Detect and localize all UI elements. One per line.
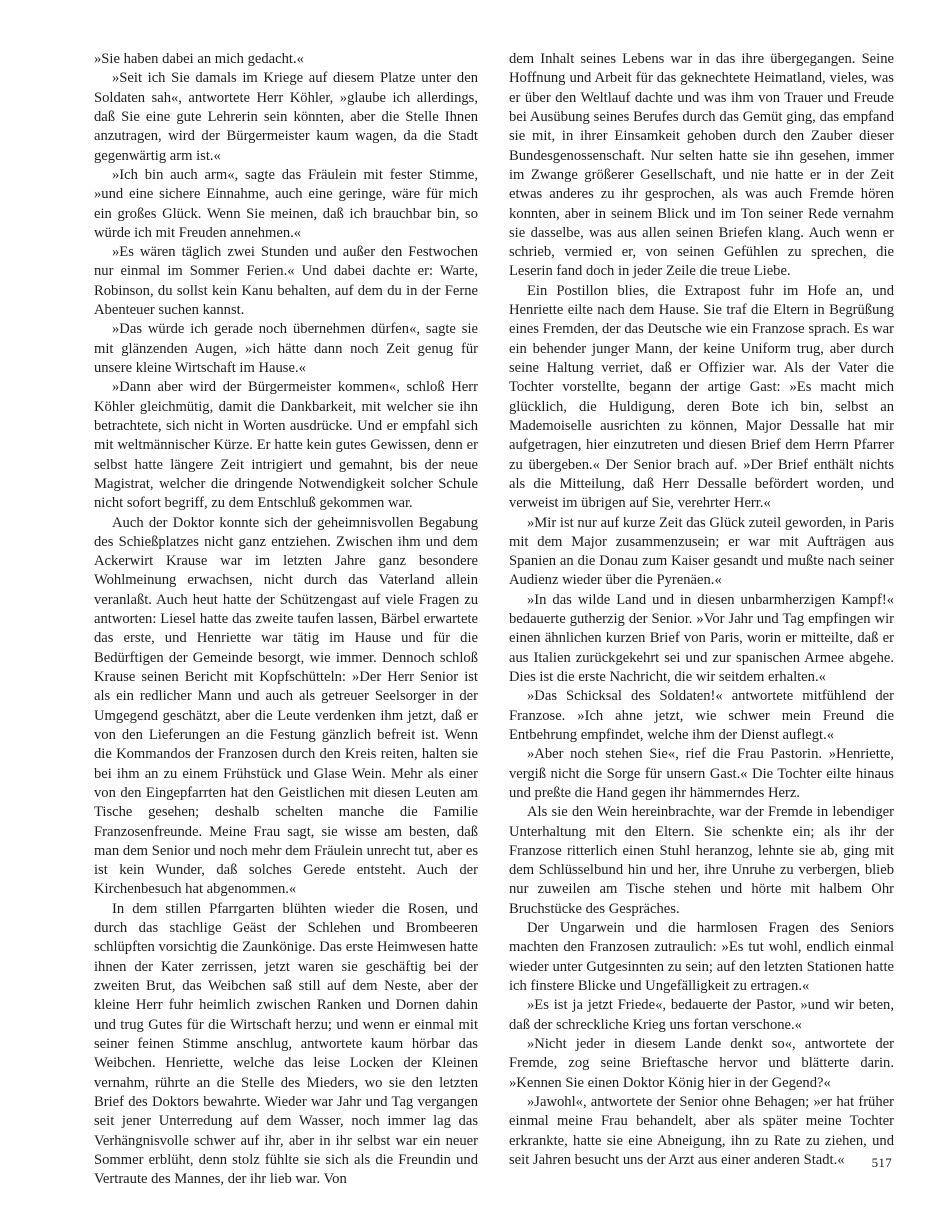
right-text-column <box>509 50 894 1170</box>
paragraph: Als sie den Wein hereinbrachte, war der Fremde in lebendiger Unterhaltung mit den Eltern. Sie schenkte ein; als ihr der Franzose ritterlich einen Stuhl heranzog, lehnte sie ab, ging mit dem Schlüsselbund hin und her, ihre Unruhe zu verbergen, blieb nur zuweilen am Tische stehen und hörte mit halbem Ohr Bruchstücke des Gespräches. <box>509 804 894 917</box>
paragraph: »Dann aber wird der Bürgermeister kommen«, schloß Herr Köhler gleichmütig, damit die Dankbarkeit, mit welcher sie ihn betrachtete, sich nicht in Worten ausdrücke. Und er empfahl sich mit weltmännischer Kürze. Er hatte kein gutes Gewissen, denn er selbst hatte längere Zeit intrigiert und gemahnt, bis der neue Magistrat, welcher die dringende Notwendigkeit solcher Schule nicht sofort begriff, zu dem Entschluß gekommen war. <box>94 379 478 512</box>
left-text-column <box>94 50 478 1189</box>
page-number: 517 <box>871 1155 892 1170</box>
paragraph: »Das würde ich gerade noch übernehmen dürfen«, sagte sie mit glänzenden Augen, »ich hätte dann noch Zeit genug für unsere kleine Wirtschaft im Hause.« <box>94 321 478 376</box>
paragraph: Der Ungarwein und die harmlosen Fragen des Seniors machten den Franzosen zutraulich: »Es tut wohl, endlich einmal wieder unter Gutgesinnten zu sein; auf den letzten Stationen hatte ich finstere Blicke und Ungefälligkeit zu ertragen.« <box>509 920 894 994</box>
paragraph: dem Inhalt seines Lebens war in das ihre übergegangen. Seine Hoffnung und Arbeit für das geknechtete Heimatland, vieles, was er über den Weltlauf dachte und was ihm von Trauer und Freude bei Ausübung seines Berufes durch das Gemüt ging, das empfand sie mit, in ihrer Einsamkeit gehoben durch den Zauber dieser Bundesgenossenschaft. Nur selten hatte sie ihn gesehen, immer im Zwange größerer Gesellschaft, und nie hatte er in der Zeit etwas anderes zu ihr gesprochen, als was auch Fremde hören konnten, aber in seinem Blick und im Ton seiner Rede vernahm sie dasselbe, was aus allen seinen Briefen klang. Auch wenn er schrieb, vermied er, von seinen Gefühlen zu sprechen, die Leserin fand doch in jeder Zeile die treue Liebe. <box>509 51 894 280</box>
paragraph: »Ich bin auch arm«, sagte das Fräulein mit fester Stimme, »und eine sichere Einnahme, auch eine geringe, wäre für mich ein großes Glück. Wenn Sie meinen, daß ich brauchbar bin, so würde ich mit Freuden annehmen.« <box>94 166 478 241</box>
paragraph: »Aber noch stehen Sie«, rief die Frau Pastorin. »Henriette, vergiß nicht die Sorge für unsern Gast.« Die Tochter eilte hinaus und preßte die Hand gegen ihr hämmerndes Herz. <box>509 746 894 801</box>
paragraph: »Nicht jeder in diesem Lande denkt so«, antwortete der Fremde, zog seine Brieftasche hervor und blätterte darin. »Kennen Sie einen Doktor König hier in der Gegend?« <box>509 1035 894 1091</box>
paragraph: »Es ist ja jetzt Friede«, bedauerte der Pastor, »und wir beten, daß der schreckliche Krieg uns fortan verschone.« <box>509 997 894 1033</box>
paragraph: In dem stillen Pfarrgarten blühten wieder die Rosen, und durch das stachlige Geäst der Schlehen und Brombeeren schlüpften vorsichtig die Zaunkönige. Das erste Heimwesen hatte ihnen der Kater zerrissen, jetzt waren sie geschäftig bei der zweiten Brut, das Weibchen saß still auf dem Neste, aber der kleine Herr fuhr heimlich zwischen Ranken und Dornen dahin und trug Gutes für die Wirtschaft herzu; und wenn er einmal mit seiner feinen Stimme anschlug, antwortete kaum hörbar das Weibchen. Henriette, welche das leise Locken der Kleinen vernahm, rührte an die Stelle des Mieders, wo sie den letzten Brief des Doktors bewahrte. Wieder war Jahr und Tag vergangen seit jener Unterredung auf dem Wasser, noch immer lag das Verhängnisvolle schwer auf ihr, aber in ihr selbst war ein neuer Sommer erblüht, denn stolz fühlte sie sich als die Freundin und Vertraute des Mannes, der ihr lieb war. Von <box>94 900 478 1188</box>
paragraph: Ein Postillon blies, die Extrapost fuhr im Hofe an, und Henriette eilte nach dem Hause. Sie traf die Eltern in Begrüßung eines Fremden, der das Deutsche wie ein Franzose sprach. Es war ein behender junger Mann, der keine Uniform trug, aber durch seine Haltung verriet, daß er Offizier war. Als der Vater die Tochter vorstellte, begann der artige Gast: »Es macht mich glücklich, die Huldigung, deren Bote ich bin, selbst an Mademoiselle ausrichten zu können, Major Dessalle hat mir aufgetragen, hier einzutreten und diesen Brief dem Herrn Pfarrer zu übergeben.« Der Senior brach auf. »Der Brief enthält nichts als die Mitteilung, daß Herr Dessalle befördert worden, und verweist im übrigen auf Sie, verehrter Herr.« <box>509 282 894 512</box>
paragraph: »Sie haben dabei an mich gedacht.« <box>94 51 304 67</box>
paragraph: »Das Schicksal des Soldaten!« antwortete mitfühlend der Franzose. »Ich ahne jetzt, wie schwer mein Freund die Entbehrung empfindet, welche ihm der Dienst auflegt.« <box>509 688 894 743</box>
paragraph: »In das wilde Land und in diesen unbarmherzigen Kampf!« bedauerte gutherzig der Senior. »Vor Jahr und Tag empfingen wir einen ähnlichen kurzen Brief von Paris, worin er mitteilte, daß er aus Italien zurückgekehrt sei und zur spanischen Armee abgehe. Dies ist die erste Nachricht, die wir seitdem erhalten.« <box>509 591 894 685</box>
paragraph: »Jawohl«, antwortete der Senior ohne Behagen; »er hat früher einmal meine Frau behandelt, aber als später meine Tochter erkrankte, hatte sie eine Abneigung, ihn zu Rate zu ziehen, und seit Jahren besucht uns der Arzt aus einer anderen Stadt.« <box>509 1093 894 1168</box>
paragraph: »Es wären täglich zwei Stunden und außer den Festwochen nur einmal im Sommer Ferien.« Und dabei dachte er: Warte, Robinson, du sollst kein Kanu behalten, auf dem du in der Ferne Abenteuer suchen kannst. <box>94 244 478 319</box>
paragraph: »Mir ist nur auf kurze Zeit das Glück zuteil geworden, in Paris mit dem Major zusammenzusein; er war mit Aufträgen aus Spanien an die Donau zum Kaiser gesandt und mußte nach seiner Audienz wieder über die Pyrenäen.« <box>509 514 894 589</box>
paragraph: »Seit ich Sie damals im Kriege auf diesem Platze unter den Soldaten sah«, antwortete Herr Köhler, »glaube ich allerdings, daß Sie eine gute Lehrerin sein könnten, aber die Stelle Ihnen anzutragen, wird der Bürgermeister kaum wagen, da die Stadt gegenwärtig arm ist.« <box>94 70 478 164</box>
paragraph: Auch der Doktor konnte sich der geheimnisvollen Begabung des Schießplatzes nicht ganz entziehen. Zwischen ihm und dem Ackerwirt Krause war im letzten Jahre ganz besondere Wohlmeinung erwachsen, nicht durch das Vaterland allein veranlaßt. Auch heut hatte der Schützengast auf viele Fragen zu antworten: Liesel hatte das zweite taufen lassen, Bärbel erwartete das erste, und Henriette war tätig im Hause und für die Bedürftigen der Gemeinde besorgt, wie immer. Dennoch schloß Krause seinen Bericht mit Kopfschütteln: »Der Herr Senior ist als ein redlicher Mann und auch als getreuer Seelsorger in der Umgegend geschätzt, aber die Leute verdenken ihm jetzt, daß er von den Lieferungen an die Festung gänzlich befreit ist. Wenn die Kommandos der Franzosen durch den Kreis reiten, halten sie bei ihm an zu einem Frühstück und Glase Wein. Mehr als einer von den Eingepfarrten hat den Geistlichen mit diesen Leuten am Tische gesehen; deshalb schelten manche die Familie Franzosenfreunde. Meine Frau sagt, sie wisse am besten, daß man dem Senior und noch mehr dem Fräulein unrecht tut, aber es ist kein Wunder, daß solches Gerede entsteht. Auch der Kirchenbesuch hat abgenommen.« <box>94 514 478 898</box>
